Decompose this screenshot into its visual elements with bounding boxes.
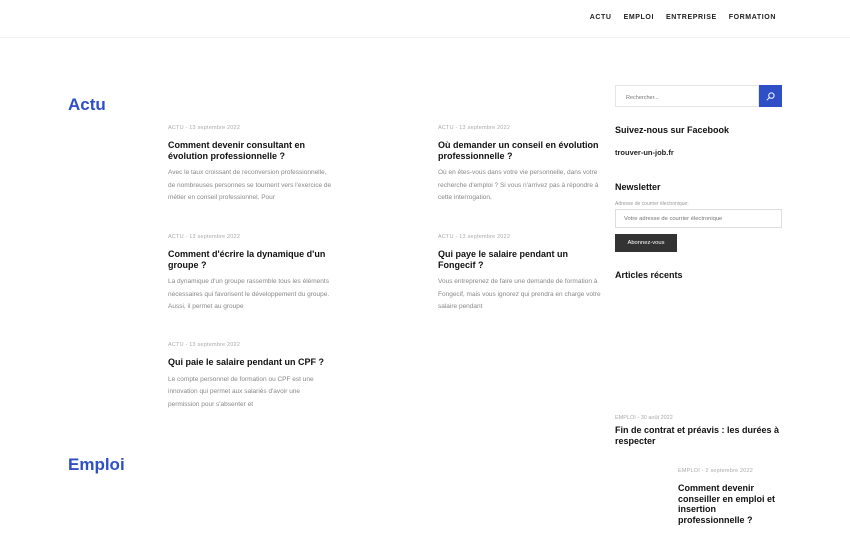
post-card: [168, 342, 333, 411]
search-input[interactable]: [616, 88, 758, 108]
recent-posts-title: Articles récents: [615, 270, 683, 280]
post-date: 13 septembre 2022: [189, 125, 241, 131]
post-date: 13 septembre 2022: [459, 234, 511, 240]
post-title[interactable]: Comment devenir consultant en évolution professionnelle ?: [168, 140, 306, 161]
post-date: 13 septembre 2022: [459, 125, 511, 131]
nav-item-actu[interactable]: ACTU: [589, 14, 612, 21]
post-title[interactable]: Comment devenir conseiller en emploi et insertion professionnelle ?: [678, 483, 776, 525]
post-date: 2 septembre 2022: [705, 468, 754, 474]
facebook-widget-title: Suivez-nous sur Facebook: [615, 125, 730, 135]
recent-post-item: [615, 415, 785, 452]
post-category[interactable]: ACTU: [168, 342, 184, 348]
post-excerpt: Vous entreprenez de faire une demande de formation à Fongecif, mais vous ignorez qui prendra en charge votre salaire pendant: [438, 278, 601, 310]
post-category[interactable]: ACTU: [438, 125, 454, 131]
post-meta: ACTU - 13 septembre 2022: [168, 125, 241, 131]
post-meta: EMPLOI - 30 août 2022: [615, 415, 673, 421]
post-excerpt: La dynamique d'un groupe rassemble tous les éléments nécessaires qui favorisent le développement du groupe. Aussi, il permet au groupe: [168, 278, 330, 310]
post-meta: ACTU - 13 septembre 2022: [438, 234, 511, 240]
post-title[interactable]: Qui paye le salaire pendant un Fongecif ?: [438, 249, 569, 270]
post-title[interactable]: Fin de contrat et préavis : les durées à respecter: [615, 425, 780, 446]
post-title[interactable]: Comment d'écrire la dynamique d'un groupe ?: [168, 249, 326, 270]
nav-item-formation[interactable]: FORMATION: [728, 14, 776, 21]
post-card: [168, 125, 333, 205]
post-title[interactable]: Qui paie le salaire pendant un CPF ?: [168, 357, 325, 367]
post-category[interactable]: ACTU: [168, 234, 184, 240]
post-excerpt: Le compte personnel de formation ou CPF est une innovation qui permet aux salariés d'avoir une permission pour s'absenter et: [168, 375, 314, 408]
post-card: [678, 468, 778, 531]
newsletter-email-label: Adresse de courrier électronique:: [615, 201, 689, 207]
post-date: 13 septembre 2022: [189, 234, 241, 240]
section-title-actu: Actu: [68, 95, 106, 114]
nav-item-entreprise[interactable]: ENTREPRISE: [666, 14, 717, 21]
site-header: [0, 0, 850, 38]
post-card: [438, 234, 603, 314]
search-button[interactable]: [759, 85, 782, 107]
post-date: 13 septembre 2022: [189, 342, 241, 348]
search-icon: [766, 92, 775, 101]
post-meta: ACTU - 13 septembre 2022: [168, 234, 241, 240]
post-card: [168, 234, 333, 314]
nav-item-emploi[interactable]: EMPLOI: [623, 14, 654, 21]
post-meta: ACTU - 13 septembre 2022: [168, 342, 241, 348]
post-category[interactable]: EMPLOI: [678, 468, 700, 474]
post-meta: ACTU - 13 septembre 2022: [438, 125, 511, 131]
post-category[interactable]: EMPLOI: [615, 415, 636, 421]
subscribe-button[interactable]: Abonnez-vous: [615, 234, 677, 252]
newsletter-email-input[interactable]: [615, 209, 782, 228]
facebook-link[interactable]: trouver-un-job.fr: [615, 148, 674, 157]
section-title-emploi: Emploi: [68, 455, 125, 474]
post-excerpt: Où en êtes-vous dans votre vie personnelle, dans votre recherche d'emploi ? Si vous n'arrivez pas à répondre à cette interrogation,: [438, 169, 599, 201]
post-date: 30 août 2022: [640, 415, 673, 421]
post-category[interactable]: ACTU: [168, 125, 184, 131]
search-box: [615, 85, 759, 107]
main-nav: [590, 14, 776, 21]
newsletter-title: Newsletter: [615, 182, 661, 192]
post-meta: EMPLOI - 2 septembre 2022: [678, 468, 754, 474]
post-category[interactable]: ACTU: [438, 234, 454, 240]
post-card: [438, 125, 603, 205]
post-excerpt: Avec le taux croissant de reconversion professionnelle, de nombreuses personnes se tournent vers l'exercice de métier en conseil professionnel. Pour: [168, 169, 332, 201]
post-title[interactable]: Où demander un conseil en évolution professionnelle ?: [438, 140, 599, 161]
